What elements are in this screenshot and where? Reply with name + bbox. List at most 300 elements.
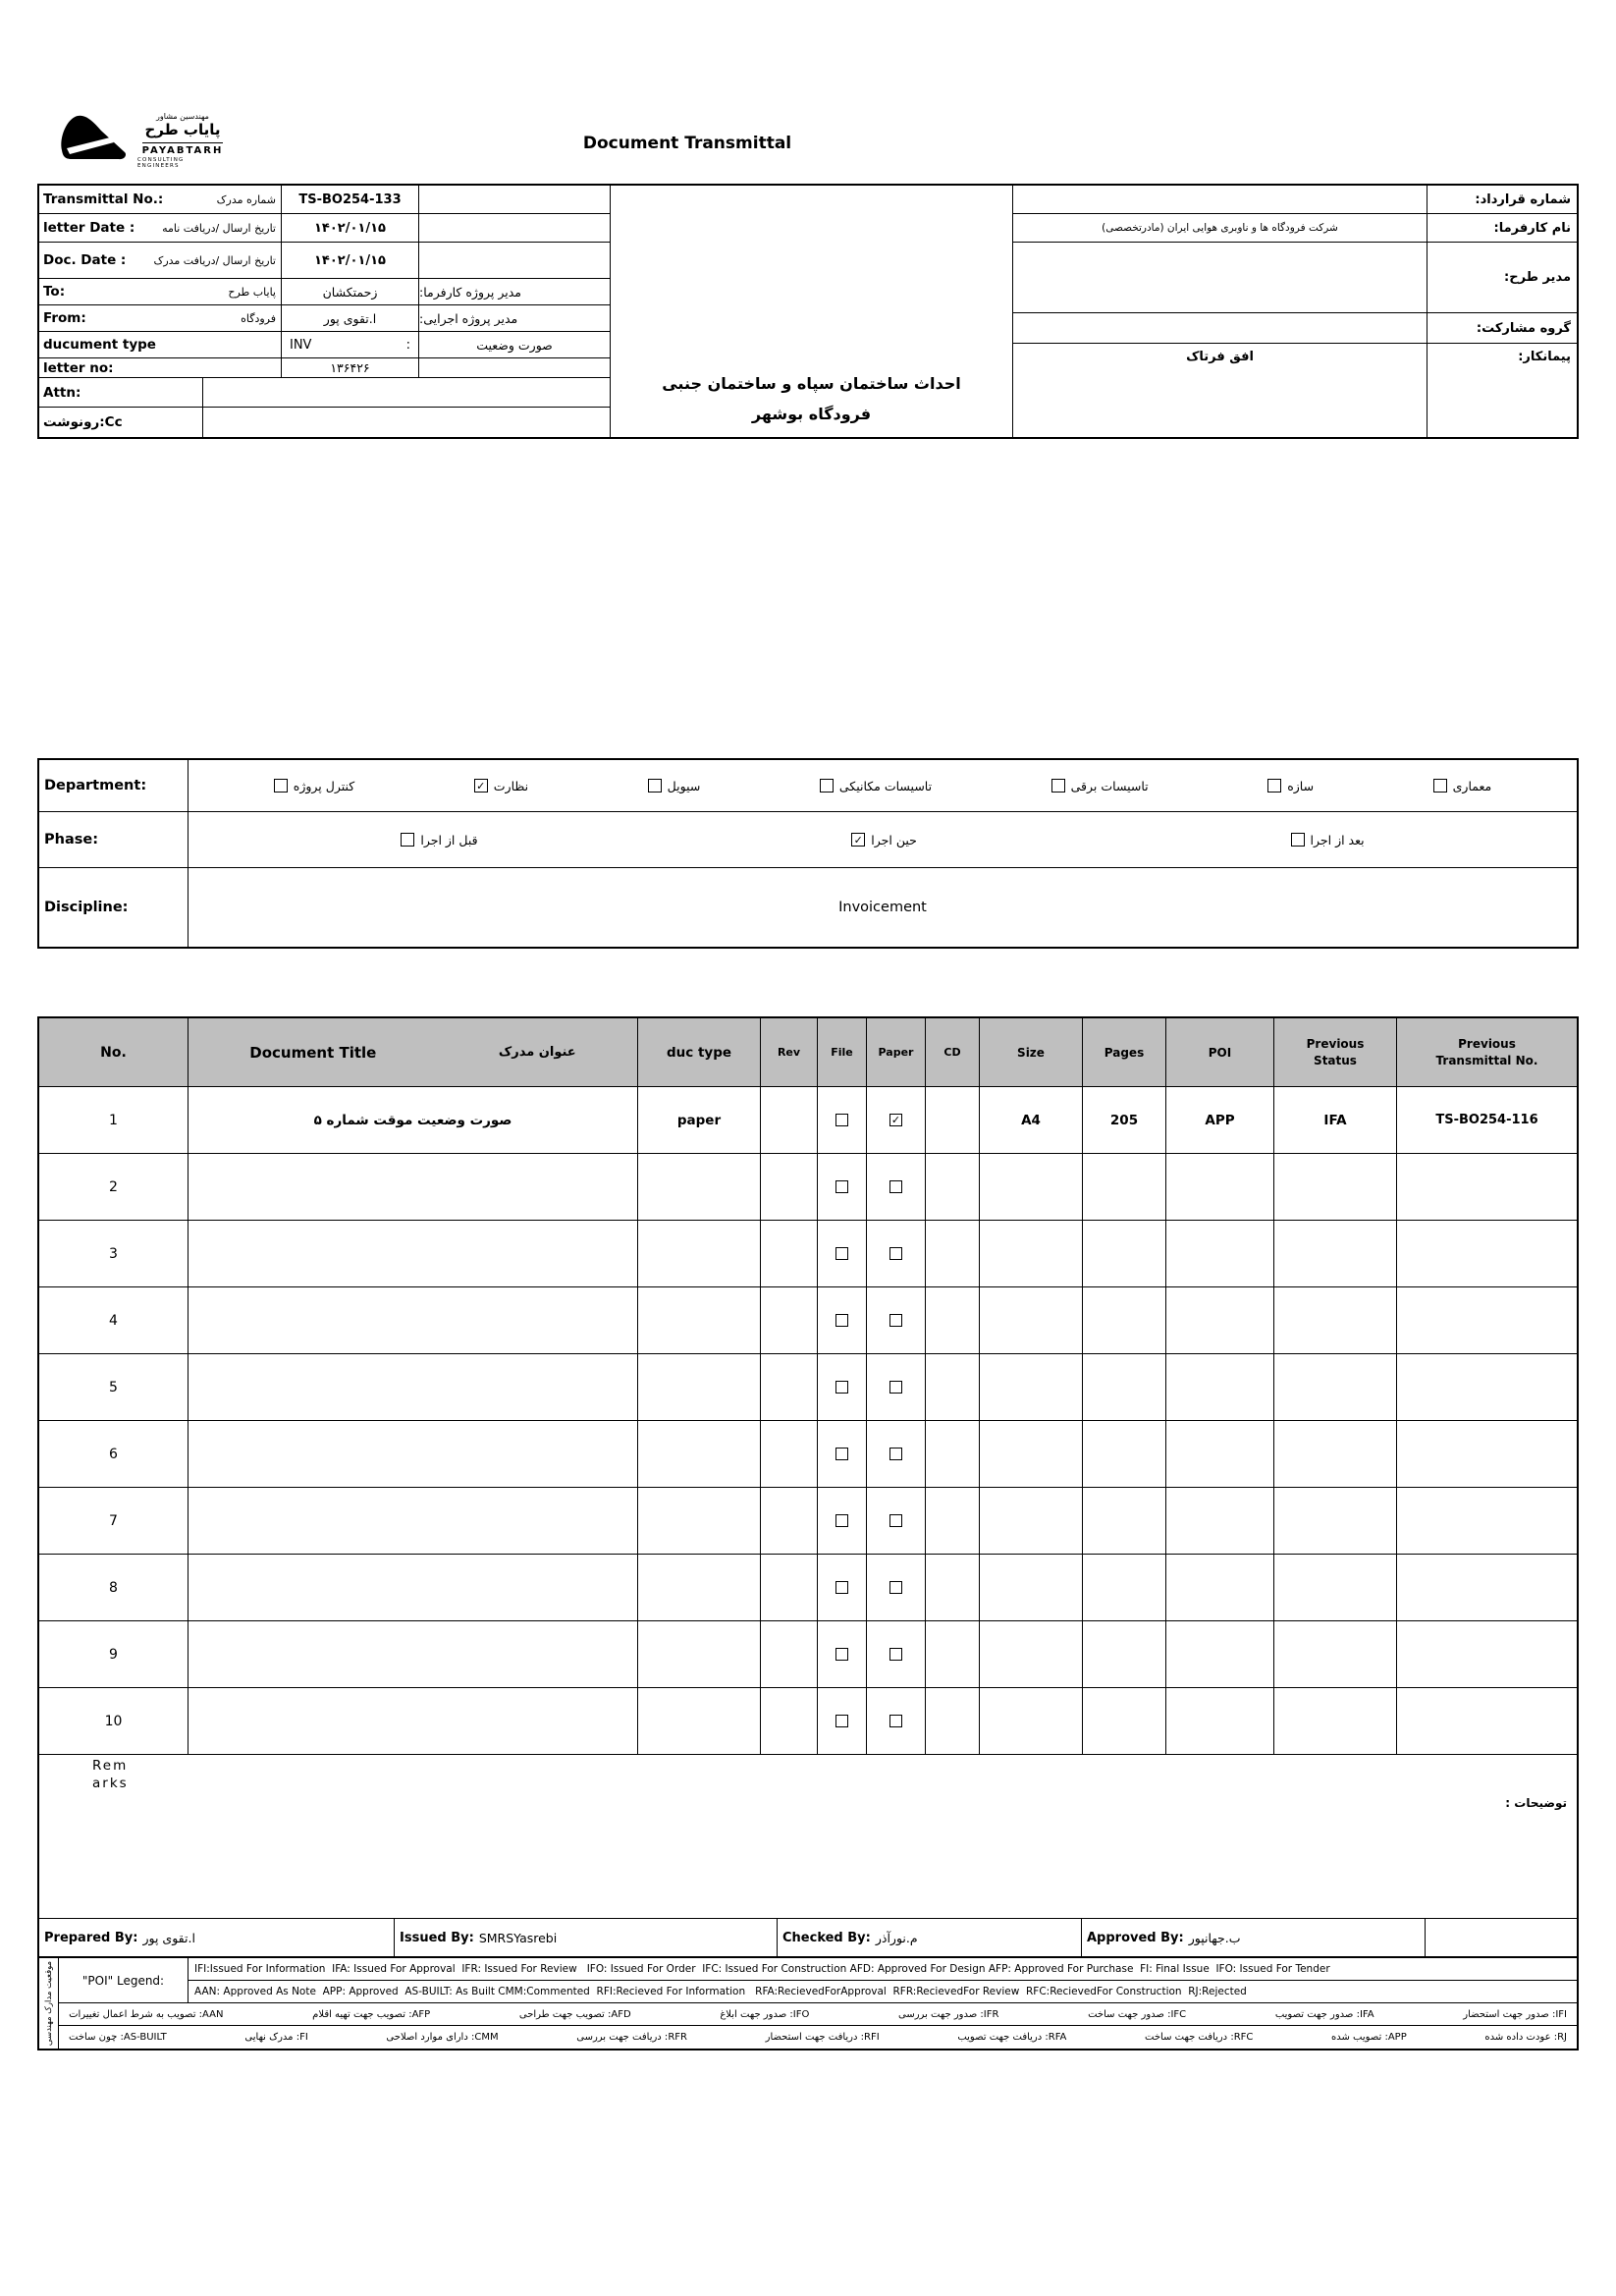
- document-cell-no: 3: [39, 1221, 189, 1287]
- document-cell-poi: [1166, 1488, 1274, 1555]
- document-cell-file: [818, 1421, 867, 1488]
- department-checkbox[interactable]: [648, 779, 662, 793]
- document-cell-duc_type: [638, 1421, 761, 1488]
- prepared-by-label: Prepared By:: [44, 1930, 138, 1945]
- from-label-en: From:: [43, 310, 86, 326]
- department-option-label: تاسیسات مکانیکی: [838, 778, 933, 793]
- legend-item-app: APP: تصویب شده: [1331, 2032, 1407, 2043]
- file-checkbox[interactable]: [835, 1314, 848, 1327]
- phase-option[interactable]: [851, 833, 917, 847]
- transmittal-info-block: [39, 186, 611, 437]
- executive-pm-value: ا.تقوی پور: [282, 305, 419, 332]
- legend-item-ifa: IFA: صدور جهت تصویب: [1274, 2008, 1374, 2020]
- document-cell-prev_status: [1274, 1621, 1397, 1688]
- doc-date-value: ۱۴۰۲/۰۱/۱۵: [282, 243, 419, 279]
- department-option-label: تاسیسات برقی: [1070, 778, 1149, 793]
- department-option[interactable]: [1267, 779, 1314, 793]
- documents-table: [37, 1016, 1579, 1956]
- document-type-value: [282, 332, 419, 358]
- document-cell-duc_type: paper: [638, 1087, 761, 1154]
- checked-by-cell: [778, 1919, 1082, 1956]
- department-option[interactable]: [274, 779, 354, 793]
- document-cell-rev: [761, 1154, 818, 1221]
- document-cell-cd: [926, 1421, 980, 1488]
- document-cell-pages: 205: [1083, 1087, 1166, 1154]
- document-cell-poi: [1166, 1555, 1274, 1621]
- document-row: [39, 1555, 1577, 1621]
- discipline-value: Invoicement: [838, 900, 927, 915]
- legend-item-ifr: IFR: صدور جهت بررسی: [898, 2008, 999, 2020]
- phase-checkbox[interactable]: [401, 833, 414, 847]
- document-cell-no: 2: [39, 1154, 189, 1221]
- paper-checkbox[interactable]: [889, 1314, 902, 1327]
- project-title-cell: [611, 186, 1013, 437]
- department-option-label: سازه: [1287, 778, 1315, 793]
- document-type-row: [39, 332, 282, 358]
- file-checkbox[interactable]: [835, 1180, 848, 1193]
- document-cell-title: [189, 1154, 638, 1221]
- department-option[interactable]: [820, 779, 932, 793]
- document-cell-size: [980, 1688, 1083, 1755]
- department-option-label: سیویل: [667, 778, 701, 793]
- empty-cell: [419, 358, 611, 378]
- document-cell-rev: [761, 1287, 818, 1354]
- issued-by-label: Issued By:: [400, 1930, 474, 1945]
- document-cell-no: 1: [39, 1087, 189, 1154]
- partnership-label: گروه مشارکت:: [1427, 313, 1577, 344]
- document-cell-prev_transmittal: [1397, 1555, 1577, 1621]
- document-type-fa: صورت وضعیت: [419, 332, 611, 358]
- document-cell-title: [189, 1287, 638, 1354]
- contractor-label: پیمانکار:: [1427, 344, 1577, 437]
- document-cell-duc_type: [638, 1221, 761, 1287]
- header-previous-status: Previous Status: [1274, 1018, 1397, 1087]
- remarks-section: [39, 1755, 1577, 1919]
- attn-label: Attn:: [39, 378, 203, 408]
- logo-tagline-fa: مهندسین مشاور: [156, 112, 209, 121]
- document-row: [39, 1421, 1577, 1488]
- letter-no-label: letter no:: [43, 359, 114, 376]
- file-checkbox[interactable]: [835, 1114, 848, 1126]
- document-cell-rev: [761, 1488, 818, 1555]
- document-cell-file: [818, 1087, 867, 1154]
- document-cell-size: [980, 1221, 1083, 1287]
- classification-table: [37, 758, 1579, 949]
- document-cell-duc_type: [638, 1555, 761, 1621]
- document-cell-paper: [867, 1154, 926, 1221]
- document-cell-rev: [761, 1688, 818, 1755]
- legend-item-rfr: RFR: دریافت جهت بررسی: [576, 2032, 687, 2043]
- document-cell-duc_type: [638, 1688, 761, 1755]
- letter-no-value: ۱۳۶۴۲۶: [282, 358, 419, 378]
- header-title-fa: عنوان مدرک: [498, 1045, 576, 1060]
- document-cell-title: [189, 1688, 638, 1755]
- document-cell-size: [980, 1621, 1083, 1688]
- document-type-code: INV: [290, 337, 312, 353]
- phase-option-label: قبل از اجرا: [420, 832, 478, 847]
- legend-item-rfc: RFC: دریافت جهت ساخت: [1145, 2032, 1254, 2043]
- department-option[interactable]: [1433, 779, 1492, 793]
- department-checkbox[interactable]: [820, 779, 834, 793]
- logo-name-en: PAYABTARH: [142, 142, 224, 156]
- issued-by-cell: [395, 1919, 778, 1956]
- document-cell-no: 4: [39, 1287, 189, 1354]
- document-cell-file: [818, 1688, 867, 1755]
- document-cell-poi: APP: [1166, 1087, 1274, 1154]
- plan-manager-value: [1013, 243, 1427, 313]
- legend-item-aan: AAN: تصویب به شرط اعمال تغییرات: [69, 2008, 224, 2020]
- document-cell-no: 9: [39, 1621, 189, 1688]
- document-cell-pages: [1083, 1421, 1166, 1488]
- document-cell-prev_status: [1274, 1154, 1397, 1221]
- document-cell-no: 6: [39, 1421, 189, 1488]
- department-checkbox[interactable]: [474, 779, 488, 793]
- prepared-by-value: ا.تقوی پور: [142, 1930, 195, 1945]
- documents-table-header: [39, 1018, 1577, 1087]
- document-cell-prev_transmittal: [1397, 1621, 1577, 1688]
- document-cell-size: [980, 1354, 1083, 1421]
- document-cell-poi: [1166, 1354, 1274, 1421]
- documents-table-body: [39, 1087, 1577, 1755]
- attn-value: [203, 378, 611, 408]
- document-cell-cd: [926, 1555, 980, 1621]
- document-cell-cd: [926, 1354, 980, 1421]
- document-cell-title: [189, 1421, 638, 1488]
- letter-date-label-en: letter Date :: [43, 220, 135, 236]
- document-cell-cd: [926, 1488, 980, 1555]
- logo-text: [137, 110, 228, 169]
- legend-item-rj: RJ: عودت داده شده: [1484, 2032, 1567, 2043]
- document-cell-prev_transmittal: TS-BO254-116: [1397, 1087, 1577, 1154]
- document-cell-duc_type: [638, 1621, 761, 1688]
- document-cell-file: [818, 1221, 867, 1287]
- paper-checkbox[interactable]: [889, 1648, 902, 1661]
- document-cell-poi: [1166, 1221, 1274, 1287]
- department-label: Department:: [39, 760, 189, 812]
- document-cell-prev_status: [1274, 1421, 1397, 1488]
- paper-checkbox[interactable]: [889, 1381, 902, 1394]
- doc-date-row: [39, 243, 282, 279]
- legend-side-cell: [39, 1958, 59, 2049]
- file-checkbox[interactable]: [835, 1581, 848, 1594]
- document-cell-size: A4: [980, 1087, 1083, 1154]
- header-previous-transmittal: Previous Transmittal No.: [1397, 1018, 1577, 1087]
- empty-cell: [419, 243, 611, 279]
- partnership-value: [1013, 313, 1427, 344]
- approved-by-cell: [1082, 1919, 1426, 1956]
- legend-item-rfi: RFI: دریافت جهت استحضار: [765, 2032, 880, 2043]
- legend-item-afp: AFP: تصویب جهت تهیه اقلام: [312, 2008, 431, 2020]
- paper-checkbox[interactable]: [889, 1715, 902, 1727]
- document-cell-rev: [761, 1421, 818, 1488]
- document-cell-paper: [867, 1287, 926, 1354]
- document-cell-pages: [1083, 1688, 1166, 1755]
- document-cell-size: [980, 1488, 1083, 1555]
- to-value-fa: پایاب طرح: [228, 285, 276, 299]
- paper-checkbox[interactable]: [889, 1180, 902, 1193]
- paper-checkbox[interactable]: [889, 1514, 902, 1527]
- document-row: [39, 1087, 1577, 1154]
- document-cell-paper: [867, 1421, 926, 1488]
- legend-item-rfa: RFA: دریافت جهت تصویب: [957, 2032, 1067, 2043]
- document-cell-pages: [1083, 1354, 1166, 1421]
- logo-subtitle-en: CONSULTING ENGINEERS: [137, 157, 185, 169]
- document-cell-prev_status: [1274, 1688, 1397, 1755]
- document-cell-paper: [867, 1488, 926, 1555]
- header-title-en: Document Title: [249, 1043, 377, 1062]
- file-checkbox[interactable]: [835, 1648, 848, 1661]
- to-label-en: To:: [43, 284, 66, 300]
- poi-legend-en-row1: IFI:Issued For Information IFA: Issued For Approval IFR: Issued For Review IFO: Issued For Order IFC: Issued For Construction AFD: Approved For Design AFP: Approved For Purchase FI: Final Issue IFO: Issued For Tender: [189, 1958, 1577, 1981]
- phase-option[interactable]: [1291, 833, 1365, 847]
- department-option-label: کنترل پروژه: [293, 778, 355, 793]
- from-value-fa: فرودگاه: [241, 311, 276, 325]
- document-cell-pages: [1083, 1488, 1166, 1555]
- document-cell-file: [818, 1555, 867, 1621]
- document-cell-rev: [761, 1354, 818, 1421]
- document-cell-cd: [926, 1087, 980, 1154]
- document-cell-cd: [926, 1688, 980, 1755]
- project-title-line1: احداث ساختمان سپاه و ساختمان جنبی: [662, 374, 961, 393]
- header-pages: Pages: [1083, 1018, 1166, 1087]
- executive-pm-label: مدیر پروژه اجرایی:: [419, 305, 611, 332]
- signatures-row: [39, 1919, 1577, 1956]
- signature-empty-cell: [1426, 1919, 1577, 1956]
- document-cell-cd: [926, 1621, 980, 1688]
- file-checkbox[interactable]: [835, 1715, 848, 1727]
- document-cell-rev: [761, 1087, 818, 1154]
- document-row: [39, 1221, 1577, 1287]
- transmittal-no-label-fa: شماره مدرک: [216, 192, 276, 206]
- document-cell-no: 8: [39, 1555, 189, 1621]
- phase-label: Phase:: [39, 812, 189, 868]
- document-cell-cd: [926, 1221, 980, 1287]
- phase-checkbox[interactable]: [1291, 833, 1305, 847]
- department-options: [189, 760, 1577, 812]
- phase-option-label: حین اجرا: [871, 832, 917, 847]
- prepared-by-cell: [39, 1919, 395, 1956]
- cc-value: [203, 408, 611, 437]
- legend-item-ifi: IFI: صدور جهت استحضار: [1463, 2008, 1567, 2020]
- document-cell-prev_status: [1274, 1488, 1397, 1555]
- poi-legend-label: "POI" Legend:: [59, 1958, 189, 2003]
- department-option-label: معماری: [1452, 778, 1492, 793]
- letter-no-row: [39, 358, 282, 378]
- document-cell-duc_type: [638, 1354, 761, 1421]
- paper-checkbox[interactable]: [889, 1581, 902, 1594]
- document-cell-rev: [761, 1221, 818, 1287]
- remarks-label-en: Remarks: [92, 1758, 129, 1791]
- poi-legend-fa-row2: [59, 2026, 1577, 2049]
- empty-cell: [419, 214, 611, 243]
- document-cell-rev: [761, 1555, 818, 1621]
- phase-option[interactable]: [401, 833, 477, 847]
- document-cell-prev_transmittal: [1397, 1287, 1577, 1354]
- letter-date-value: ۱۴۰۲/۰۱/۱۵: [282, 214, 419, 243]
- document-cell-poi: [1166, 1421, 1274, 1488]
- transmittal-no-value: TS-BO254-133: [282, 186, 419, 214]
- document-cell-duc_type: [638, 1488, 761, 1555]
- department-option[interactable]: [1051, 779, 1149, 793]
- document-cell-no: 5: [39, 1354, 189, 1421]
- document-row: [39, 1688, 1577, 1755]
- document-cell-no: 7: [39, 1488, 189, 1555]
- document-cell-paper: [867, 1087, 926, 1154]
- company-logo: [57, 110, 228, 169]
- document-row: [39, 1154, 1577, 1221]
- document-cell-size: [980, 1421, 1083, 1488]
- header-duc-type: duc type: [638, 1018, 761, 1087]
- document-type-label: ducument type: [43, 337, 156, 353]
- document-cell-prev_transmittal: [1397, 1354, 1577, 1421]
- document-cell-duc_type: [638, 1154, 761, 1221]
- document-cell-size: [980, 1555, 1083, 1621]
- document-cell-poi: [1166, 1688, 1274, 1755]
- doc-date-label-fa: تاریخ ارسال /دریافت مدرک: [153, 253, 276, 267]
- legend-item-fi: FI: مدرک نهایی: [244, 2032, 308, 2043]
- file-checkbox[interactable]: [835, 1514, 848, 1527]
- letter-date-row: [39, 214, 282, 243]
- legend-item-cmm: CMM: دارای موارد اصلاحی: [386, 2032, 499, 2043]
- empty-cell: [419, 186, 611, 214]
- page-title: Document Transmittal: [582, 134, 792, 153]
- client-name-label: نام کارفرما:: [1427, 214, 1577, 243]
- document-cell-pages: [1083, 1621, 1166, 1688]
- header-paper: Paper: [867, 1018, 926, 1087]
- document-cell-prev_transmittal: [1397, 1488, 1577, 1555]
- file-checkbox[interactable]: [835, 1381, 848, 1394]
- legend-side-label: موقعیت مدارک مهندسی: [43, 1960, 54, 2047]
- contract-info-block: [1013, 186, 1577, 437]
- document-cell-pages: [1083, 1154, 1166, 1221]
- document-cell-prev_status: IFA: [1274, 1087, 1397, 1154]
- document-cell-prev_transmittal: [1397, 1421, 1577, 1488]
- header-title: [189, 1018, 638, 1087]
- header-table: [37, 184, 1579, 439]
- file-checkbox[interactable]: [835, 1247, 848, 1260]
- header-cd: CD: [926, 1018, 980, 1087]
- department-checkbox[interactable]: [274, 779, 288, 793]
- legend-item-ifo: IFO: صدور جهت ابلاغ: [720, 2008, 810, 2020]
- paper-checkbox[interactable]: [889, 1114, 902, 1126]
- cc-label: رونوشت:Cc: [39, 408, 203, 437]
- client-pm-value: زحمتکشان: [282, 279, 419, 305]
- document-row: [39, 1621, 1577, 1688]
- phase-checkbox[interactable]: [851, 833, 865, 847]
- department-option[interactable]: [474, 779, 528, 793]
- document-cell-paper: [867, 1354, 926, 1421]
- document-cell-prev_transmittal: [1397, 1221, 1577, 1287]
- document-cell-prev_status: [1274, 1221, 1397, 1287]
- client-pm-label: مدیر پروژه کارفرما:: [419, 279, 611, 305]
- header-size: Size: [980, 1018, 1083, 1087]
- document-cell-title: [189, 1354, 638, 1421]
- document-cell-prev_transmittal: [1397, 1688, 1577, 1755]
- approved-by-value: ب.جهانپور: [1188, 1930, 1241, 1945]
- document-cell-pages: [1083, 1287, 1166, 1354]
- remarks-label-fa: توضیحات :: [1505, 1796, 1567, 1810]
- poi-legend-fa-row1: [59, 2003, 1577, 2026]
- header-file: File: [818, 1018, 867, 1087]
- document-cell-prev_status: [1274, 1354, 1397, 1421]
- document-cell-file: [818, 1488, 867, 1555]
- document-row: [39, 1287, 1577, 1354]
- document-cell-size: [980, 1287, 1083, 1354]
- document-cell-pages: [1083, 1555, 1166, 1621]
- document-cell-paper: [867, 1688, 926, 1755]
- contract-no-label: شماره قرارداد:: [1427, 186, 1577, 214]
- department-checkbox[interactable]: [1267, 779, 1281, 793]
- header-rev: Rev: [761, 1018, 818, 1087]
- phase-option-label: بعد از اجرا: [1310, 832, 1365, 847]
- contract-no-value: [1013, 186, 1427, 214]
- legend-item-ifc: IFC: صدور جهت ساخت: [1088, 2008, 1187, 2020]
- document-row: [39, 1488, 1577, 1555]
- document-cell-file: [818, 1621, 867, 1688]
- poi-legend-en-row2: AAN: Approved As Note APP: Approved AS-BUILT: As Built CMM:Commented RFI:Recieved For Information RFA:RecievedForApproval RFR:RecievedFor Review RFC:RecievedFor Construction RJ:Rejected: [189, 1981, 1577, 2003]
- document-cell-title: [189, 1221, 638, 1287]
- paper-checkbox[interactable]: [889, 1448, 902, 1460]
- to-row: [39, 279, 282, 305]
- document-cell-paper: [867, 1621, 926, 1688]
- legend-item-afd: AFD: تصویب جهت طراحی: [518, 2008, 631, 2020]
- department-option[interactable]: [648, 779, 701, 793]
- document-cell-duc_type: [638, 1287, 761, 1354]
- plan-manager-label: مدیر طرح:: [1427, 243, 1577, 313]
- document-cell-cd: [926, 1154, 980, 1221]
- checked-by-value: م.نورآذر: [875, 1930, 918, 1945]
- department-checkbox[interactable]: [1433, 779, 1447, 793]
- document-cell-pages: [1083, 1221, 1166, 1287]
- document-cell-title: [189, 1488, 638, 1555]
- approved-by-label: Approved By:: [1087, 1930, 1184, 1945]
- document-cell-file: [818, 1154, 867, 1221]
- document-cell-rev: [761, 1621, 818, 1688]
- client-name-value: شرکت فرودگاه ها و ناوبری هوایی ایران (مادرتخصصی): [1013, 214, 1427, 243]
- document-cell-no: 10: [39, 1688, 189, 1755]
- legend-table: [37, 1956, 1579, 2050]
- letter-date-label-fa: تاریخ ارسال /دریافت نامه: [162, 221, 276, 235]
- contractor-value: افق فرتاک: [1186, 350, 1254, 364]
- document-cell-title: صورت وضعیت موقت شماره ۵: [189, 1087, 638, 1154]
- document-cell-poi: [1166, 1154, 1274, 1221]
- file-checkbox[interactable]: [835, 1448, 848, 1460]
- paper-checkbox[interactable]: [889, 1247, 902, 1260]
- department-checkbox[interactable]: [1051, 779, 1065, 793]
- document-cell-file: [818, 1287, 867, 1354]
- discipline-label: Discipline:: [39, 868, 189, 947]
- document-cell-prev_transmittal: [1397, 1154, 1577, 1221]
- document-cell-size: [980, 1154, 1083, 1221]
- project-title-line2: فرودگاه بوشهر: [751, 405, 872, 423]
- transmittal-no-row: [39, 186, 282, 214]
- document-type-colon: :: [405, 337, 410, 353]
- document-cell-file: [818, 1354, 867, 1421]
- legend-item-as-built: AS-BUILT: چون ساخت: [69, 2032, 167, 2043]
- payabtarh-logo-icon: [57, 110, 130, 163]
- document-cell-prev_status: [1274, 1287, 1397, 1354]
- document-cell-title: [189, 1621, 638, 1688]
- department-option-label: نظارت: [493, 778, 529, 793]
- checked-by-label: Checked By:: [782, 1930, 871, 1945]
- issued-by-value: SMRSYasrebi: [478, 1930, 558, 1945]
- logo-name-fa: پایاب طرح: [144, 121, 221, 138]
- document-cell-prev_status: [1274, 1555, 1397, 1621]
- document-row: [39, 1354, 1577, 1421]
- document-cell-poi: [1166, 1287, 1274, 1354]
- document-cell-paper: [867, 1221, 926, 1287]
- document-cell-poi: [1166, 1621, 1274, 1688]
